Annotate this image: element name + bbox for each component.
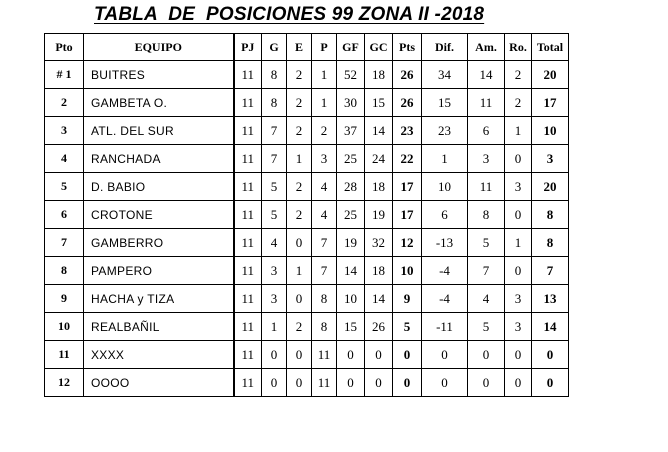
won-cell: 3: [262, 257, 287, 285]
points-cell: 23: [393, 117, 422, 145]
header-cell-gc: GC: [365, 34, 393, 61]
lost-cell: 11: [312, 369, 337, 397]
goal-difference-cell: -4: [422, 285, 468, 313]
drawn-cell: 0: [287, 229, 312, 257]
goals-against-cell: 26: [365, 313, 393, 341]
points-cell: 26: [393, 89, 422, 117]
table-row: [45, 341, 569, 369]
table-row: [45, 201, 569, 229]
goal-difference-cell: 10: [422, 173, 468, 201]
total-cell: 13: [532, 285, 569, 313]
points-cell: 9: [393, 285, 422, 313]
header-cell-pj: PJ: [234, 34, 262, 61]
lost-cell: 7: [312, 229, 337, 257]
points-cell: 22: [393, 145, 422, 173]
won-cell: 7: [262, 117, 287, 145]
team-name-cell: CROTONE: [84, 201, 234, 229]
won-cell: 3: [262, 285, 287, 313]
played-cell: 11: [234, 285, 262, 313]
table-row: [45, 285, 569, 313]
red-cards-cell: 0: [505, 369, 532, 397]
table-row: [45, 257, 569, 285]
table-row: [45, 145, 569, 173]
points-cell: 5: [393, 313, 422, 341]
lost-cell: 11: [312, 341, 337, 369]
won-cell: 5: [262, 201, 287, 229]
team-name-cell: OOOO: [84, 369, 234, 397]
red-cards-cell: 1: [505, 229, 532, 257]
team-name-cell: ATL. DEL SUR: [84, 117, 234, 145]
header-cell-total: Total: [532, 34, 569, 61]
total-cell: 20: [532, 61, 569, 89]
red-cards-cell: 2: [505, 61, 532, 89]
lost-cell: 4: [312, 173, 337, 201]
red-cards-cell: 0: [505, 257, 532, 285]
won-cell: 8: [262, 89, 287, 117]
goals-for-cell: 15: [337, 313, 365, 341]
goal-difference-cell: 23: [422, 117, 468, 145]
header-cell-pts: Pts: [393, 34, 422, 61]
position-cell: 8: [45, 257, 84, 285]
played-cell: 11: [234, 61, 262, 89]
table-row: [45, 61, 569, 89]
lost-cell: 1: [312, 61, 337, 89]
goals-against-cell: 18: [365, 257, 393, 285]
lost-cell: 1: [312, 89, 337, 117]
header-cell-gf: GF: [337, 34, 365, 61]
team-name-cell: BUITRES: [84, 61, 234, 89]
standings-body: [45, 61, 569, 397]
drawn-cell: 2: [287, 313, 312, 341]
drawn-cell: 0: [287, 369, 312, 397]
goals-against-cell: 18: [365, 61, 393, 89]
red-cards-cell: 3: [505, 285, 532, 313]
drawn-cell: 2: [287, 61, 312, 89]
drawn-cell: 1: [287, 145, 312, 173]
played-cell: 11: [234, 173, 262, 201]
header-cell-e: E: [287, 34, 312, 61]
won-cell: 1: [262, 313, 287, 341]
yellow-cards-cell: 7: [468, 257, 505, 285]
table-row: [45, 229, 569, 257]
goal-difference-cell: 6: [422, 201, 468, 229]
goals-against-cell: 19: [365, 201, 393, 229]
goal-difference-cell: -13: [422, 229, 468, 257]
points-cell: 0: [393, 341, 422, 369]
total-cell: 0: [532, 341, 569, 369]
red-cards-cell: 2: [505, 89, 532, 117]
played-cell: 11: [234, 313, 262, 341]
won-cell: 7: [262, 145, 287, 173]
lost-cell: 3: [312, 145, 337, 173]
goal-difference-cell: -4: [422, 257, 468, 285]
red-cards-cell: 0: [505, 201, 532, 229]
goals-against-cell: 24: [365, 145, 393, 173]
team-name-cell: RANCHADA: [84, 145, 234, 173]
red-cards-cell: 3: [505, 313, 532, 341]
red-cards-cell: 0: [505, 341, 532, 369]
won-cell: 5: [262, 173, 287, 201]
team-name-cell: REALBAÑIL: [84, 313, 234, 341]
goals-for-cell: 25: [337, 145, 365, 173]
position-cell: 9: [45, 285, 84, 313]
played-cell: 11: [234, 341, 262, 369]
position-cell: 7: [45, 229, 84, 257]
drawn-cell: 0: [287, 341, 312, 369]
won-cell: 0: [262, 341, 287, 369]
goal-difference-cell: 34: [422, 61, 468, 89]
goals-for-cell: 25: [337, 201, 365, 229]
played-cell: 11: [234, 369, 262, 397]
played-cell: 11: [234, 89, 262, 117]
yellow-cards-cell: 11: [468, 173, 505, 201]
goal-difference-cell: -11: [422, 313, 468, 341]
goal-difference-cell: 0: [422, 341, 468, 369]
header-cell-pto: Pto: [45, 34, 84, 61]
goals-against-cell: 0: [365, 341, 393, 369]
yellow-cards-cell: 8: [468, 201, 505, 229]
played-cell: 11: [234, 257, 262, 285]
red-cards-cell: 0: [505, 145, 532, 173]
goals-for-cell: 14: [337, 257, 365, 285]
points-cell: 17: [393, 173, 422, 201]
total-cell: 8: [532, 229, 569, 257]
header-cell-g: G: [262, 34, 287, 61]
team-name-cell: PAMPERO: [84, 257, 234, 285]
goals-for-cell: 0: [337, 369, 365, 397]
goals-against-cell: 14: [365, 117, 393, 145]
goals-for-cell: 28: [337, 173, 365, 201]
position-cell: 12: [45, 369, 84, 397]
goals-for-cell: 10: [337, 285, 365, 313]
header-cell-ro: Ro.: [505, 34, 532, 61]
goals-for-cell: 37: [337, 117, 365, 145]
goals-for-cell: 19: [337, 229, 365, 257]
yellow-cards-cell: 6: [468, 117, 505, 145]
standings-table: [44, 33, 569, 397]
drawn-cell: 2: [287, 89, 312, 117]
header-cell-equipo: EQUIPO: [84, 34, 234, 61]
total-cell: 0: [532, 369, 569, 397]
goal-difference-cell: 1: [422, 145, 468, 173]
won-cell: 0: [262, 369, 287, 397]
red-cards-cell: 3: [505, 173, 532, 201]
lost-cell: 8: [312, 313, 337, 341]
drawn-cell: 2: [287, 173, 312, 201]
points-cell: 26: [393, 61, 422, 89]
yellow-cards-cell: 5: [468, 313, 505, 341]
points-cell: 12: [393, 229, 422, 257]
played-cell: 11: [234, 201, 262, 229]
team-name-cell: GAMBETA O.: [84, 89, 234, 117]
points-cell: 0: [393, 369, 422, 397]
position-cell: 3: [45, 117, 84, 145]
position-cell: 6: [45, 201, 84, 229]
points-cell: 10: [393, 257, 422, 285]
position-cell: 10: [45, 313, 84, 341]
table-row: [45, 369, 569, 397]
yellow-cards-cell: 0: [468, 341, 505, 369]
team-name-cell: D. BABIO: [84, 173, 234, 201]
played-cell: 11: [234, 229, 262, 257]
goals-for-cell: 30: [337, 89, 365, 117]
points-cell: 17: [393, 201, 422, 229]
drawn-cell: 0: [287, 285, 312, 313]
red-cards-cell: 1: [505, 117, 532, 145]
goal-difference-cell: 15: [422, 89, 468, 117]
lost-cell: 8: [312, 285, 337, 313]
total-cell: 7: [532, 257, 569, 285]
lost-cell: 2: [312, 117, 337, 145]
team-name-cell: GAMBERRO: [84, 229, 234, 257]
played-cell: 11: [234, 117, 262, 145]
total-cell: 20: [532, 173, 569, 201]
yellow-cards-cell: 11: [468, 89, 505, 117]
table-row: [45, 89, 569, 117]
total-cell: 10: [532, 117, 569, 145]
drawn-cell: 2: [287, 117, 312, 145]
drawn-cell: 2: [287, 201, 312, 229]
lost-cell: 7: [312, 257, 337, 285]
yellow-cards-cell: 3: [468, 145, 505, 173]
lost-cell: 4: [312, 201, 337, 229]
position-cell: 5: [45, 173, 84, 201]
goals-against-cell: 0: [365, 369, 393, 397]
header-cell-dif: Dif.: [422, 34, 468, 61]
table-row: [45, 313, 569, 341]
table-row: [45, 173, 569, 201]
goals-against-cell: 14: [365, 285, 393, 313]
played-cell: 11: [234, 145, 262, 173]
won-cell: 8: [262, 61, 287, 89]
team-name-cell: XXXX: [84, 341, 234, 369]
goal-difference-cell: 0: [422, 369, 468, 397]
header-cell-p: P: [312, 34, 337, 61]
header-row: [45, 34, 569, 61]
won-cell: 4: [262, 229, 287, 257]
goals-against-cell: 15: [365, 89, 393, 117]
position-cell: 2: [45, 89, 84, 117]
goals-for-cell: 52: [337, 61, 365, 89]
position-cell: 11: [45, 341, 84, 369]
yellow-cards-cell: 4: [468, 285, 505, 313]
total-cell: 8: [532, 201, 569, 229]
goals-against-cell: 32: [365, 229, 393, 257]
total-cell: 3: [532, 145, 569, 173]
yellow-cards-cell: 0: [468, 369, 505, 397]
table-row: [45, 117, 569, 145]
page-title: TABLA DE POSICIONES 99 ZONA II -2018: [94, 4, 485, 25]
position-cell: # 1: [45, 61, 84, 89]
goals-against-cell: 18: [365, 173, 393, 201]
goals-for-cell: 0: [337, 341, 365, 369]
total-cell: 17: [532, 89, 569, 117]
total-cell: 14: [532, 313, 569, 341]
drawn-cell: 1: [287, 257, 312, 285]
header-cell-am: Am.: [468, 34, 505, 61]
yellow-cards-cell: 5: [468, 229, 505, 257]
yellow-cards-cell: 14: [468, 61, 505, 89]
position-cell: 4: [45, 145, 84, 173]
team-name-cell: HACHA y TIZA: [84, 285, 234, 313]
